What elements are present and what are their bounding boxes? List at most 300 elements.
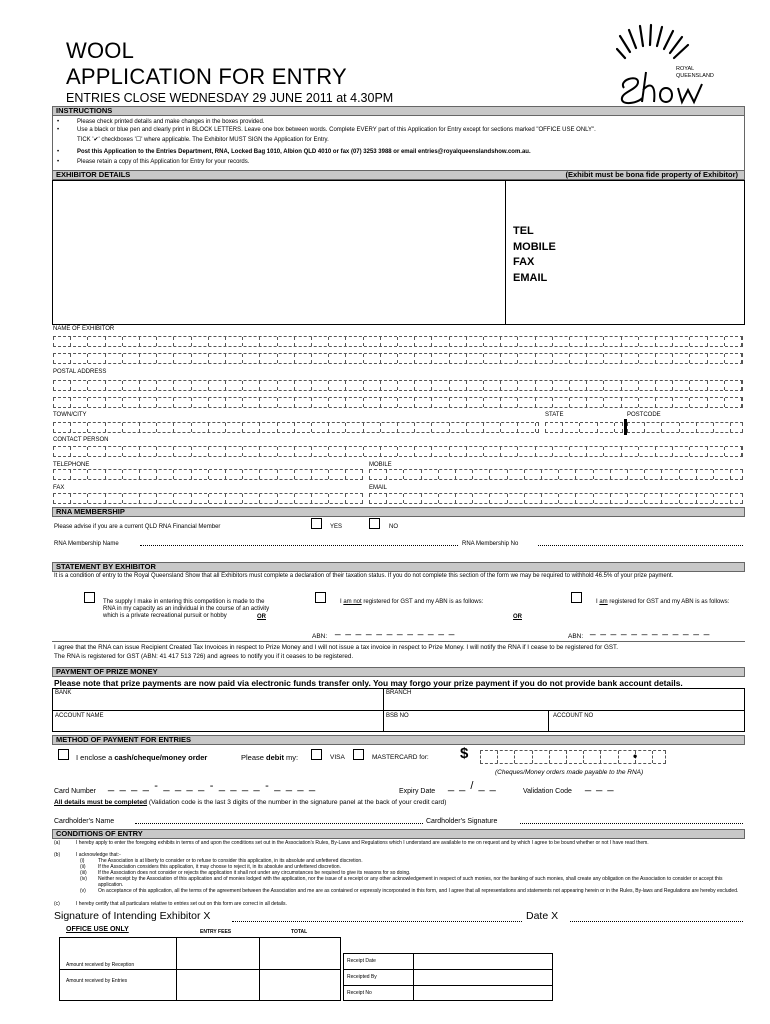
grid-cell-divider <box>480 751 481 763</box>
grid-cell-divider <box>311 494 312 503</box>
grid-cell-divider <box>70 381 71 390</box>
not-gst-checkbox[interactable] <box>315 592 326 603</box>
grid-cell-divider <box>517 381 518 390</box>
grid-cell-divider <box>294 447 295 456</box>
bona-fide-note: (Exhibit must be bona fide property of Exhibitor) <box>565 170 738 179</box>
mobile-input[interactable] <box>369 469 743 480</box>
grid-cell-divider <box>191 470 192 479</box>
grid-cell-divider <box>583 751 584 763</box>
grid-cell-divider <box>225 470 226 479</box>
instruction-item: TICK '✔' checkboxes '☐' where applicable. The Exhibitor MUST SIGN the Application for Entry. <box>77 137 329 143</box>
or-label-2: OR <box>513 614 522 620</box>
grid-cell-divider <box>724 381 725 390</box>
grid-cell-divider <box>689 398 690 407</box>
grid-cell-divider <box>173 398 174 407</box>
grid-cell-divider <box>500 423 501 432</box>
instructions-panel: • Please check printed details and make changes in the boxes provided. • Use a black or blue pen and clearly print in BLOCK LETTERS. Leave one box between words. Complete EVERY part of this Application for Entry except for sections marked "OFFICE USE ONLY". TICK '✔' checkboxes '☐' where applicable. The Exhibitor MUST SIGN the Application for Entry. • Post this Application to the Entries Department, RNA, Locked Bag 1010, Albion QLD 4010 or fax (07) 3253 3988 or email entries@royalqueenslandshow.com.au. • Please retain a copy of this Application for Entry for your records. <box>52 116 745 170</box>
gst-registered-checkbox[interactable] <box>571 592 582 603</box>
grid-cell-divider <box>397 354 398 363</box>
grid-cell-divider <box>156 337 157 346</box>
grid-cell-divider <box>672 398 673 407</box>
grid-cell-divider <box>541 494 542 503</box>
grid-cell-divider <box>679 470 680 479</box>
instruction-item: Please check printed details and make changes in the boxes provided. <box>77 119 265 125</box>
grid-cell-divider <box>87 381 88 390</box>
logo-royal-text: ROYAL <box>676 66 695 72</box>
contact-labels: TEL MOBILE FAX EMAIL <box>513 225 556 284</box>
office-use-heading: OFFICE USE ONLY <box>66 926 129 933</box>
grid-cell-divider <box>535 381 536 390</box>
grid-cell-divider <box>638 447 639 456</box>
contact-person-input[interactable] <box>53 446 743 457</box>
grid-cell-divider <box>500 398 501 407</box>
grid-cell-divider <box>122 494 123 503</box>
grid-cell-divider <box>603 447 604 456</box>
receipt-date-label: Receipt Date <box>347 958 376 964</box>
grid-cell-divider <box>53 423 54 432</box>
grid-cell-divider <box>363 354 364 363</box>
grid-cell-divider <box>242 494 243 503</box>
grid-cell-divider <box>225 354 226 363</box>
grid-cell-divider <box>380 337 381 346</box>
grid-cell-divider <box>191 494 192 503</box>
grid-cell-divider <box>242 398 243 407</box>
grid-cell-divider <box>489 470 490 479</box>
grid-cell-divider <box>638 354 639 363</box>
grid-cell-divider <box>638 398 639 407</box>
signature-label: Signature of Intending Exhibitor X <box>54 910 211 922</box>
grid-cell-divider <box>517 447 518 456</box>
grid-cell-divider <box>173 337 174 346</box>
grid-cell-divider <box>311 423 312 432</box>
date-input[interactable] <box>570 921 743 922</box>
grid-cell-divider <box>517 337 518 346</box>
grid-cell-divider <box>311 381 312 390</box>
grid-cell-divider <box>105 381 106 390</box>
mastercard-checkbox[interactable] <box>353 749 364 760</box>
grid-cell-divider <box>53 398 54 407</box>
signature-input[interactable] <box>232 921 522 922</box>
grid-cell-divider <box>311 337 312 346</box>
grid-cell-divider <box>742 494 743 503</box>
grid-cell-divider <box>713 423 714 432</box>
grid-cell-divider <box>593 494 594 503</box>
grid-cell-divider <box>449 447 450 456</box>
grid-cell-divider <box>421 494 422 503</box>
grid-cell-divider <box>575 494 576 503</box>
grid-cell-divider <box>552 447 553 456</box>
grid-cell-divider <box>225 398 226 407</box>
mobile-label: MOBILE <box>369 462 392 468</box>
grid-cell-divider <box>689 337 690 346</box>
branch-input[interactable] <box>386 697 741 709</box>
rna-membership-heading: RNA MEMBERSHIP <box>52 507 745 517</box>
grid-cell-divider <box>569 381 570 390</box>
grid-cell-divider <box>472 470 473 479</box>
grid-cell-divider <box>655 381 656 390</box>
grid-cell-divider <box>294 494 295 503</box>
grid-cell-divider <box>277 470 278 479</box>
grid-cell-divider <box>549 751 550 763</box>
grid-cell-divider <box>208 494 209 503</box>
abn-label-2: ABN: <box>568 633 584 640</box>
grid-cell-divider <box>466 337 467 346</box>
grid-cell-divider <box>345 354 346 363</box>
grid-cell-divider <box>311 398 312 407</box>
grid-cell-divider <box>603 354 604 363</box>
grid-cell-divider <box>380 423 381 432</box>
form-title: WOOL <box>66 38 135 63</box>
form-subtitle: APPLICATION FOR ENTRY <box>66 64 347 89</box>
grid-cell-divider <box>483 381 484 390</box>
grid-cell-divider <box>208 470 209 479</box>
grid-cell-divider <box>579 423 580 432</box>
telephone-input[interactable] <box>53 469 363 480</box>
instruction-item: Post this Application to the Entries Department, RNA, Locked Bag 1010, Albion QLD 4010 or fax (07) 3253 3988 or email entries@royalqueenslandshow.com.au. <box>77 149 531 155</box>
grid-cell-divider <box>541 470 542 479</box>
grid-cell-divider <box>500 381 501 390</box>
grid-cell-divider <box>173 470 174 479</box>
grid-cell-divider <box>644 470 645 479</box>
cardholder-name-input[interactable] <box>135 823 423 824</box>
state-label: STATE <box>545 412 564 418</box>
grid-cell-divider <box>259 337 260 346</box>
grid-cell-divider <box>242 381 243 390</box>
grid-cell-divider <box>586 447 587 456</box>
grid-cell-divider <box>259 423 260 432</box>
bsb-input[interactable] <box>386 720 546 731</box>
postal-address-input-line2[interactable] <box>53 397 743 408</box>
cardholder-signature-input[interactable] <box>520 823 743 824</box>
grid-cell-divider <box>259 447 260 456</box>
grid-cell-divider <box>363 337 364 346</box>
account-name-input[interactable] <box>55 720 380 731</box>
grid-cell-divider <box>208 423 209 432</box>
grid-cell-divider <box>345 494 346 503</box>
cardholder-signature-label: Cardholder's Signature <box>426 818 498 825</box>
membership-number-label: RNA Membership No <box>462 541 519 547</box>
grid-cell-divider <box>466 447 467 456</box>
membership-number-input[interactable] <box>538 545 743 546</box>
grid-cell-divider <box>618 751 619 763</box>
grid-cell-divider <box>87 470 88 479</box>
grid-cell-divider <box>328 398 329 407</box>
amount-entries-label: Amount received by Entries <box>66 978 128 984</box>
grid-cell-divider <box>414 423 415 432</box>
expiry-date-input[interactable]: _ _ / _ _ <box>448 780 497 792</box>
grid-cell-divider <box>105 423 106 432</box>
grid-cell-divider <box>225 494 226 503</box>
grid-cell-divider <box>621 447 622 456</box>
grid-cell-divider <box>655 447 656 456</box>
grid-cell-divider <box>380 447 381 456</box>
grid-cell-divider <box>277 381 278 390</box>
grid-cell-divider <box>610 470 611 479</box>
grid-cell-divider <box>679 423 680 432</box>
grid-cell-divider <box>552 337 553 346</box>
grid-cell-divider <box>397 423 398 432</box>
contact-person-label: CONTACT PERSON <box>53 437 109 443</box>
grid-cell-divider <box>610 494 611 503</box>
grid-cell-divider <box>552 381 553 390</box>
grid-cell-divider <box>431 447 432 456</box>
grid-cell-divider <box>724 354 725 363</box>
grid-cell-divider <box>397 337 398 346</box>
grid-cell-divider <box>569 398 570 407</box>
grid-cell-divider <box>208 354 209 363</box>
grid-cell-divider <box>558 494 559 503</box>
instruction-item: Please retain a copy of this Application for Entry for your records. <box>77 159 250 165</box>
grid-cell-divider <box>294 337 295 346</box>
grid-cell-divider <box>53 447 54 456</box>
grid-cell-divider <box>156 423 157 432</box>
account-number-label: ACCOUNT NO <box>553 713 594 719</box>
grid-cell-divider <box>122 337 123 346</box>
grid-cell-divider <box>552 398 553 407</box>
grid-cell-divider <box>466 398 467 407</box>
grid-cell-divider <box>689 381 690 390</box>
grid-cell-divider <box>644 494 645 503</box>
grid-cell-divider <box>449 423 450 432</box>
dollar-sign: $ <box>460 745 469 762</box>
grid-cell-divider <box>277 423 278 432</box>
grid-cell-divider <box>672 337 673 346</box>
fax-input[interactable] <box>53 493 363 504</box>
account-name-label: ACCOUNT NAME <box>55 713 104 719</box>
grid-cell-divider <box>679 494 680 503</box>
telephone-label: TELEPHONE <box>53 462 90 468</box>
member-no-label: NO <box>389 524 398 530</box>
grid-cell-divider <box>191 447 192 456</box>
grid-cell-divider <box>431 337 432 346</box>
cash-cheque-checkbox[interactable] <box>58 749 69 760</box>
grid-cell-divider <box>53 381 54 390</box>
grid-cell-divider <box>466 354 467 363</box>
payment-amount-input[interactable] <box>480 750 666 764</box>
validation-code-input[interactable]: _ _ _ <box>585 780 615 792</box>
membership-name-input[interactable] <box>140 545 458 546</box>
hobby-checkbox[interactable] <box>84 592 95 603</box>
grid-cell-divider <box>638 337 639 346</box>
grid-cell-divider <box>438 494 439 503</box>
condition-b-ii: If the Association considers this application, it may choose to reject it, in its absolute and unfettered discretion. <box>98 864 341 870</box>
grid-cell-divider <box>707 398 708 407</box>
grid-cell-divider <box>500 337 501 346</box>
condition-b-i: The Association is at liberty to consider or to refuse to consider this application, in its absolute and unfettered discretion. <box>98 858 363 864</box>
grid-cell-divider <box>621 398 622 407</box>
grid-cell-divider <box>713 494 714 503</box>
grid-cell-divider <box>483 354 484 363</box>
grid-cell-divider <box>672 447 673 456</box>
grid-cell-divider <box>87 423 88 432</box>
account-number-input[interactable] <box>553 720 743 731</box>
grid-cell-divider <box>242 337 243 346</box>
not-gst-option-text: I am not registered for GST and my ABN is as follows: <box>340 599 484 605</box>
grid-cell-divider <box>259 470 260 479</box>
grid-cell-divider <box>603 398 604 407</box>
grid-cell-divider <box>661 494 662 503</box>
grid-cell-divider <box>707 381 708 390</box>
grid-cell-divider <box>70 494 71 503</box>
grid-cell-divider <box>562 423 563 432</box>
bank-label: BANK <box>55 690 72 696</box>
grid-cell-divider <box>517 354 518 363</box>
grid-cell-divider <box>724 447 725 456</box>
entry-fees-header: ENTRY FEES <box>200 929 232 935</box>
expiry-date-label: Expiry Date <box>399 788 436 795</box>
grid-cell-divider <box>569 354 570 363</box>
or-label-1: OR <box>257 614 266 620</box>
grid-cell-divider <box>707 447 708 456</box>
grid-cell-divider <box>87 337 88 346</box>
member-yes-label: YES <box>330 524 343 530</box>
grid-cell-divider <box>386 494 387 503</box>
grid-cell-divider <box>655 337 656 346</box>
grid-cell-divider <box>742 423 743 432</box>
grid-cell-divider <box>139 381 140 390</box>
grid-cell-divider <box>569 337 570 346</box>
grid-cell-divider <box>363 447 364 456</box>
grid-cell-divider <box>105 447 106 456</box>
grid-cell-divider <box>242 354 243 363</box>
grid-cell-divider <box>532 751 533 763</box>
grid-cell-divider <box>414 354 415 363</box>
name-of-exhibitor-input[interactable] <box>53 336 743 347</box>
entries-close-notice: ENTRIES CLOSE WEDNESDAY 29 JUNE 2011 at 4.30PM <box>66 91 394 105</box>
grid-cell-divider <box>455 494 456 503</box>
grid-cell-divider <box>328 381 329 390</box>
grid-cell-divider <box>500 354 501 363</box>
method-of-payment-heading: METHOD OF PAYMENT FOR ENTRIES <box>52 735 745 745</box>
grid-cell-divider <box>414 447 415 456</box>
grid-cell-divider <box>438 470 439 479</box>
grid-cell-divider <box>524 494 525 503</box>
grid-cell-divider <box>122 398 123 407</box>
grid-cell-divider <box>345 398 346 407</box>
grid-cell-divider <box>53 494 54 503</box>
grid-cell-divider <box>173 354 174 363</box>
grid-cell-divider <box>730 423 731 432</box>
grid-cell-divider <box>431 354 432 363</box>
grid-cell-divider <box>208 381 209 390</box>
grid-cell-divider <box>345 337 346 346</box>
grid-cell-divider <box>259 494 260 503</box>
enclose-cash-text: I enclose a cash/cheque/money order <box>76 753 208 762</box>
visa-checkbox[interactable] <box>311 749 322 760</box>
grid-cell-divider <box>414 381 415 390</box>
bank-input[interactable] <box>55 697 380 709</box>
grid-cell-divider <box>345 470 346 479</box>
grid-cell-divider <box>414 398 415 407</box>
grid-cell-divider <box>328 494 329 503</box>
grid-cell-divider <box>449 381 450 390</box>
grid-cell-divider <box>87 494 88 503</box>
grid-cell-divider <box>655 354 656 363</box>
grid-cell-divider <box>431 381 432 390</box>
grid-cell-divider <box>294 381 295 390</box>
town-city-input[interactable] <box>53 422 539 433</box>
grid-cell-divider <box>730 494 731 503</box>
grid-cell-divider <box>362 494 363 503</box>
grid-cell-divider <box>713 470 714 479</box>
grid-cell-divider <box>139 494 140 503</box>
grid-cell-divider <box>294 398 295 407</box>
grid-cell-divider <box>328 354 329 363</box>
logo-queensland-text: QUEENSLAND <box>676 73 714 79</box>
gst-registered-option-text: I am registered for GST and my ABN is as follows: <box>596 599 730 605</box>
grid-cell-divider <box>627 494 628 503</box>
grid-cell-divider <box>156 470 157 479</box>
grid-cell-divider <box>242 423 243 432</box>
state-input[interactable] <box>545 422 623 433</box>
grid-cell-divider <box>724 398 725 407</box>
grid-cell-divider <box>696 423 697 432</box>
grid-cell-divider <box>277 337 278 346</box>
abn-input-1[interactable]: _ _ _ _ _ _ _ _ _ _ _ _ <box>335 625 456 636</box>
grid-cell-divider <box>369 494 370 503</box>
grid-cell-divider <box>742 470 743 479</box>
grid-cell-divider <box>652 751 653 763</box>
grid-cell-divider <box>449 398 450 407</box>
abn-input-2[interactable]: _ _ _ _ _ _ _ _ _ _ _ _ <box>590 625 711 636</box>
grid-cell-divider <box>742 398 743 407</box>
grid-cell-divider <box>603 337 604 346</box>
grid-cell-divider <box>689 354 690 363</box>
grid-cell-divider <box>621 381 622 390</box>
grid-cell-divider <box>507 494 508 503</box>
grid-cell-divider <box>225 337 226 346</box>
grid-cell-divider <box>139 337 140 346</box>
name-of-exhibitor-input-line2[interactable] <box>53 353 743 364</box>
details-required-note: All details must be completed (Validation code is the last 3 digits of the number in the signature panel at the back of your credit card) <box>54 799 447 806</box>
debit-text: Please debit my: <box>241 753 299 762</box>
grid-cell-divider <box>345 423 346 432</box>
grid-cell-divider <box>345 381 346 390</box>
grid-cell-divider <box>328 423 329 432</box>
condition-c: I hereby certify that all particulars relative to entries set out on this form are correct in all details. <box>76 901 287 907</box>
grid-cell-divider <box>70 398 71 407</box>
postal-address-input[interactable] <box>53 380 743 391</box>
grid-cell-divider <box>483 423 484 432</box>
grid-cell-divider <box>397 381 398 390</box>
card-number-input[interactable]: _ _ _ _ - _ _ _ _ - _ _ _ _ - _ _ _ _ <box>108 780 317 792</box>
grid-cell-divider <box>627 470 628 479</box>
grid-cell-divider <box>569 447 570 456</box>
grid-cell-divider <box>742 337 743 346</box>
grid-cell-divider <box>593 470 594 479</box>
cheque-payable-note: (Cheques/Money orders made payable to the RNA) <box>495 769 644 776</box>
receipted-by-label: Receipted By <box>347 974 377 980</box>
postcode-input[interactable] <box>627 422 743 433</box>
grid-cell-divider <box>621 354 622 363</box>
grid-cell-divider <box>483 398 484 407</box>
grid-cell-divider <box>277 494 278 503</box>
member-no-checkbox[interactable] <box>369 518 380 529</box>
bsb-label: BSB NO <box>386 713 409 719</box>
grid-cell-divider <box>87 398 88 407</box>
condition-a: I hereby apply to enter the foregoing exhibits in terms of and upon the conditions set out in the Association's Rules, By-Laws and Regulations which I understand are available to me on request and by which I agree to be bound whether or not I have read them. <box>76 840 649 846</box>
grid-cell-divider <box>455 470 456 479</box>
grid-cell-divider <box>507 470 508 479</box>
grid-cell-divider <box>208 447 209 456</box>
grid-cell-divider <box>105 354 106 363</box>
grid-cell-divider <box>105 398 106 407</box>
grid-cell-divider <box>363 423 364 432</box>
grid-cell-divider <box>414 337 415 346</box>
email-input[interactable] <box>369 493 743 504</box>
grid-cell-divider <box>87 354 88 363</box>
member-yes-checkbox[interactable] <box>311 518 322 529</box>
